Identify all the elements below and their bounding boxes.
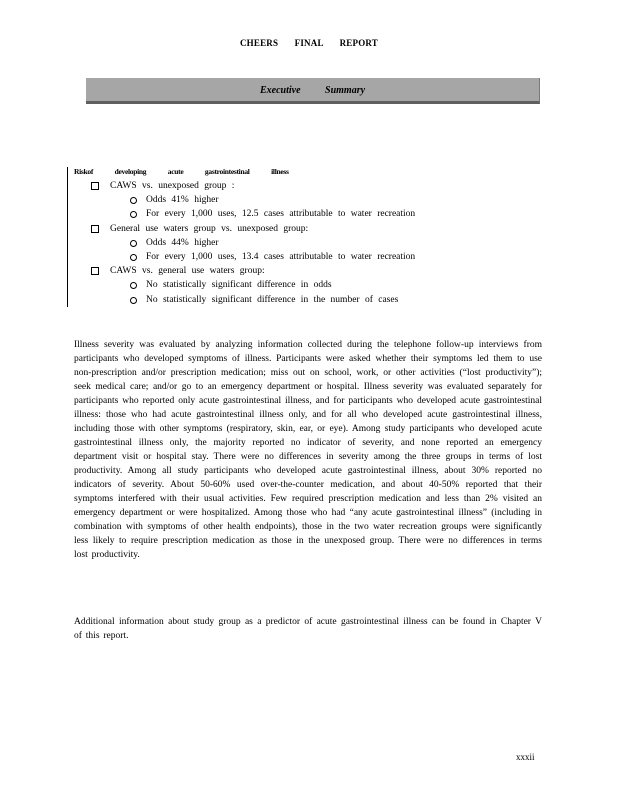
- risk-subitem: [110, 293, 488, 307]
- risk-subitem: [110, 236, 488, 250]
- risk-summary-box: [67, 167, 488, 307]
- section-banner: [86, 78, 540, 104]
- square-bullet-icon: [91, 225, 99, 233]
- circle-bullet-icon: [130, 197, 137, 204]
- risk-subitem-text: No statistically significant difference in the number of cases: [146, 294, 399, 305]
- risk-group-label: General use waters group vs. unexposed group:: [110, 223, 309, 234]
- risk-list: [68, 179, 488, 307]
- risk-sublist: [110, 236, 488, 264]
- square-bullet-icon: [91, 182, 99, 190]
- risk-sublist: [110, 193, 488, 221]
- report-header: CHEERS FINAL REPORT: [239, 38, 378, 48]
- additional-info-paragraph: Additional information about study group as a predictor of acute gastrointestinal illness can be found in Chapter V of this report.: [74, 617, 542, 641]
- page-number: xxxii: [516, 752, 535, 762]
- risk-subitem-text: Odds 41% higher: [146, 195, 219, 206]
- risk-subitem-text: For every 1,000 uses, 13.4 cases attributable to water recreation: [146, 252, 416, 263]
- risk-subitem: [110, 250, 488, 264]
- risk-group: [68, 179, 488, 193]
- risk-subitem-text: No statistically significant difference in odds: [146, 280, 332, 291]
- risk-title: Riskof developing acute gastrointestinal illness: [74, 167, 289, 176]
- risk-sublist: [110, 278, 488, 306]
- risk-group-label: CAWS vs. unexposed group :: [110, 181, 235, 191]
- risk-subitem-text: For every 1,000 uses, 12.5 cases attributable to water recreation: [146, 209, 416, 220]
- circle-bullet-icon: [130, 211, 137, 218]
- risk-subitem-text: Odds 44% higher: [146, 237, 219, 248]
- risk-sublist-wrapper: [68, 236, 488, 264]
- severity-paragraph: Illness severity was evaluated by analyzing information collected during the telephone follow-up interviews from participants who developed symptoms of illness. Participants were asked whether their symptoms led them to use non-prescription and/or prescription medication; miss out on school, work, or other activities (“lost productivity”); seek medical care; and/or go to an emergency department or hospital. Illness severity was evaluated separately for participants who reported only acute gastrointestinal illness, and for participants who developed acute gastrointestinal illness: those who had acute gastrointestinal illness only, and for all who developed acute gastrointestinal illness, including those with other symptoms (respiratory, skin, ear, or eye). Among study participants who developed acute gastrointestinal illness only, the majority reported no indicator of severity, and none reported an emergency department visit or hospital stay. There were no differences in severity among the three groups in terms of lost productivity. Among all study participants who developed acute gastrointestinal illness, about 30% reported no indicators of severity. About 50-60% used over-the-counter medication, and about 40-50% reported that their symptoms interfered with their usual activities. Few required prescription medication and less than 2% visited an emergency department or were hospitalized. Among those who had “any acute gastrointestinal illness” (including in combination with symptoms of other health endpoints), those in the two water recreation groups were significantly less likely to require prescription medication as those in the unexposed group. There were no differences in terms lost productivity.: [74, 340, 542, 560]
- circle-bullet-icon: [130, 282, 137, 289]
- square-bullet-icon: [91, 267, 99, 275]
- risk-subitem: [110, 193, 488, 207]
- risk-group: [68, 264, 488, 278]
- circle-bullet-icon: [130, 240, 137, 247]
- risk-sublist-wrapper: [68, 193, 488, 221]
- circle-bullet-icon: [130, 254, 137, 261]
- risk-sublist-wrapper: [68, 278, 488, 306]
- risk-group: [68, 222, 488, 236]
- section-title: Executive Summary: [259, 85, 366, 96]
- risk-group-label: CAWS vs. general use waters group:: [110, 266, 265, 277]
- risk-subitem: [110, 278, 488, 292]
- circle-bullet-icon: [130, 297, 137, 304]
- risk-subitem: [110, 207, 488, 221]
